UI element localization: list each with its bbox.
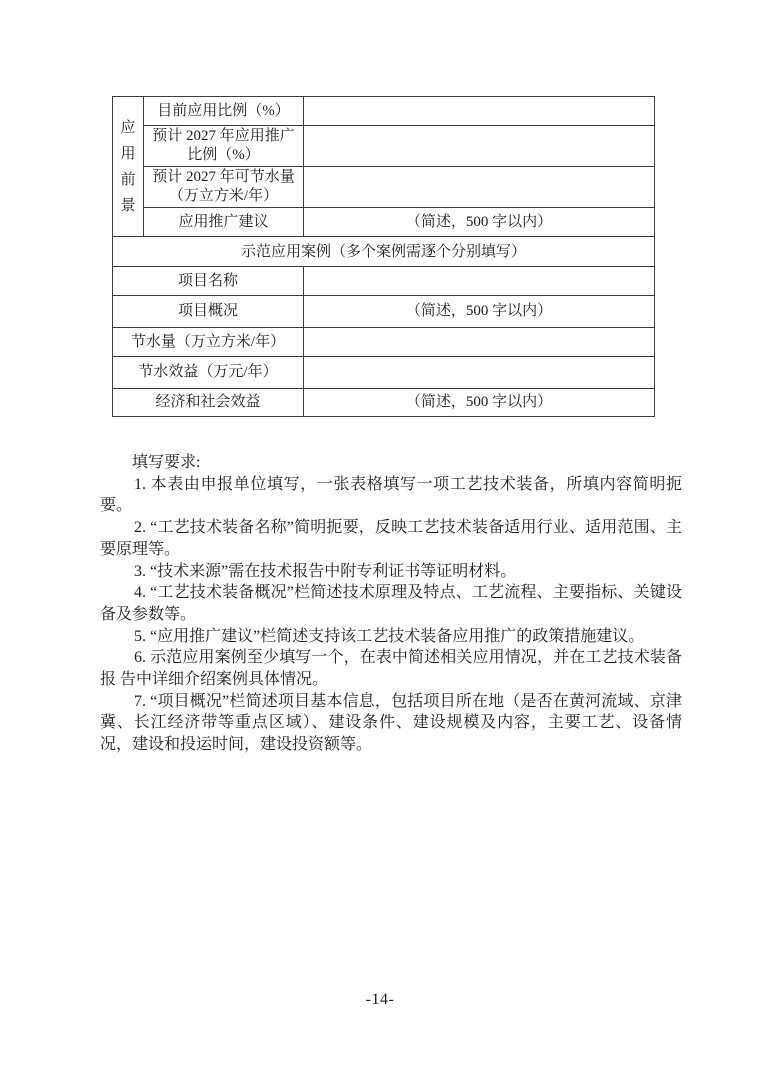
form-value-cell: （简述，500 字以内） xyxy=(304,208,655,237)
form-value-cell xyxy=(304,97,655,126)
page-number: -14- xyxy=(365,991,395,1008)
form-value-cell xyxy=(304,328,655,357)
form-row-label: 项目概况 xyxy=(113,296,304,328)
form-value-cell xyxy=(304,126,655,167)
form-row-label: 经济和社会效益 xyxy=(113,389,304,417)
form-row-label: 节水量（万立方米/年） xyxy=(113,328,304,357)
table-row xyxy=(113,389,655,417)
form-value-cell xyxy=(304,167,655,208)
fill-requirement-item: 1. 本表由申报单位填写，一张表格填写一项工艺技术装备，所填内容简明扼要。 xyxy=(100,475,682,515)
form-row-label: 目前应用比例（%） xyxy=(144,97,304,126)
fill-requirements-section xyxy=(100,452,682,756)
table-row xyxy=(113,357,655,389)
fill-requirement-item: 3. “技术来源”需在技术报告中附专利证书等证明材料。 xyxy=(134,562,517,580)
form-value-cell xyxy=(304,267,655,296)
fill-requirement-item: 7. “项目概况”栏简述项目基本信息，包括项目所在地（是否在黄河流域、京津冀、长江经济带等重点区域）、建设条件、建设规模及内容，主要工艺、设备情况，建设和投运时间，建设投资额等。 xyxy=(100,692,682,754)
form-row-label: 节水效益（万元/年） xyxy=(113,357,304,389)
table-row xyxy=(113,296,655,328)
form-row-label: 项目名称 xyxy=(113,267,304,296)
fill-requirement-item: 5. “应用推广建议”栏简述支持该工艺技术装备应用推广的政策措施建议。 xyxy=(134,627,645,645)
form-row-label: 应用推广建议 xyxy=(144,208,304,237)
fill-requirement-item: 2. “工艺技术装备名称”简明扼要，反映工艺技术装备适用行业、适用范围、主要原理等。 xyxy=(100,519,682,558)
fill-requirements-title: 填写要求: xyxy=(132,454,201,471)
fill-requirement-item: 4. “工艺技术装备概况”栏简述技术原理及特点、工艺流程、主要指标、关键设备及参数等。 xyxy=(100,584,682,623)
table-row xyxy=(113,267,655,296)
fill-requirement-item: 6. 示范应用案例至少填写一个，在表中简述相关应用情况，并在工艺技术装备报 告中详细介绍案例具体情况。 xyxy=(100,649,682,689)
form-value-cell xyxy=(304,357,655,389)
form-row-label: 预计 2027 年应用推广 比例（%） xyxy=(144,126,304,167)
table-row xyxy=(113,208,655,237)
section-header-demo-cases: 示范应用案例（多个案例需逐个分别填写） xyxy=(113,237,655,267)
form-value-cell: （简述，500 字以内） xyxy=(304,296,655,328)
form-value-cell: （简述，500 字以内） xyxy=(304,389,655,417)
table-row xyxy=(113,328,655,357)
table-row xyxy=(113,237,655,267)
application-form-table xyxy=(112,96,655,417)
form-row-label: 预计 2027 年可节水量 （万立方米/年） xyxy=(144,167,304,208)
table-row xyxy=(113,167,655,208)
table-row xyxy=(113,97,655,126)
group-label-application-prospects: 应用前景 xyxy=(113,97,144,237)
table-row xyxy=(113,126,655,167)
